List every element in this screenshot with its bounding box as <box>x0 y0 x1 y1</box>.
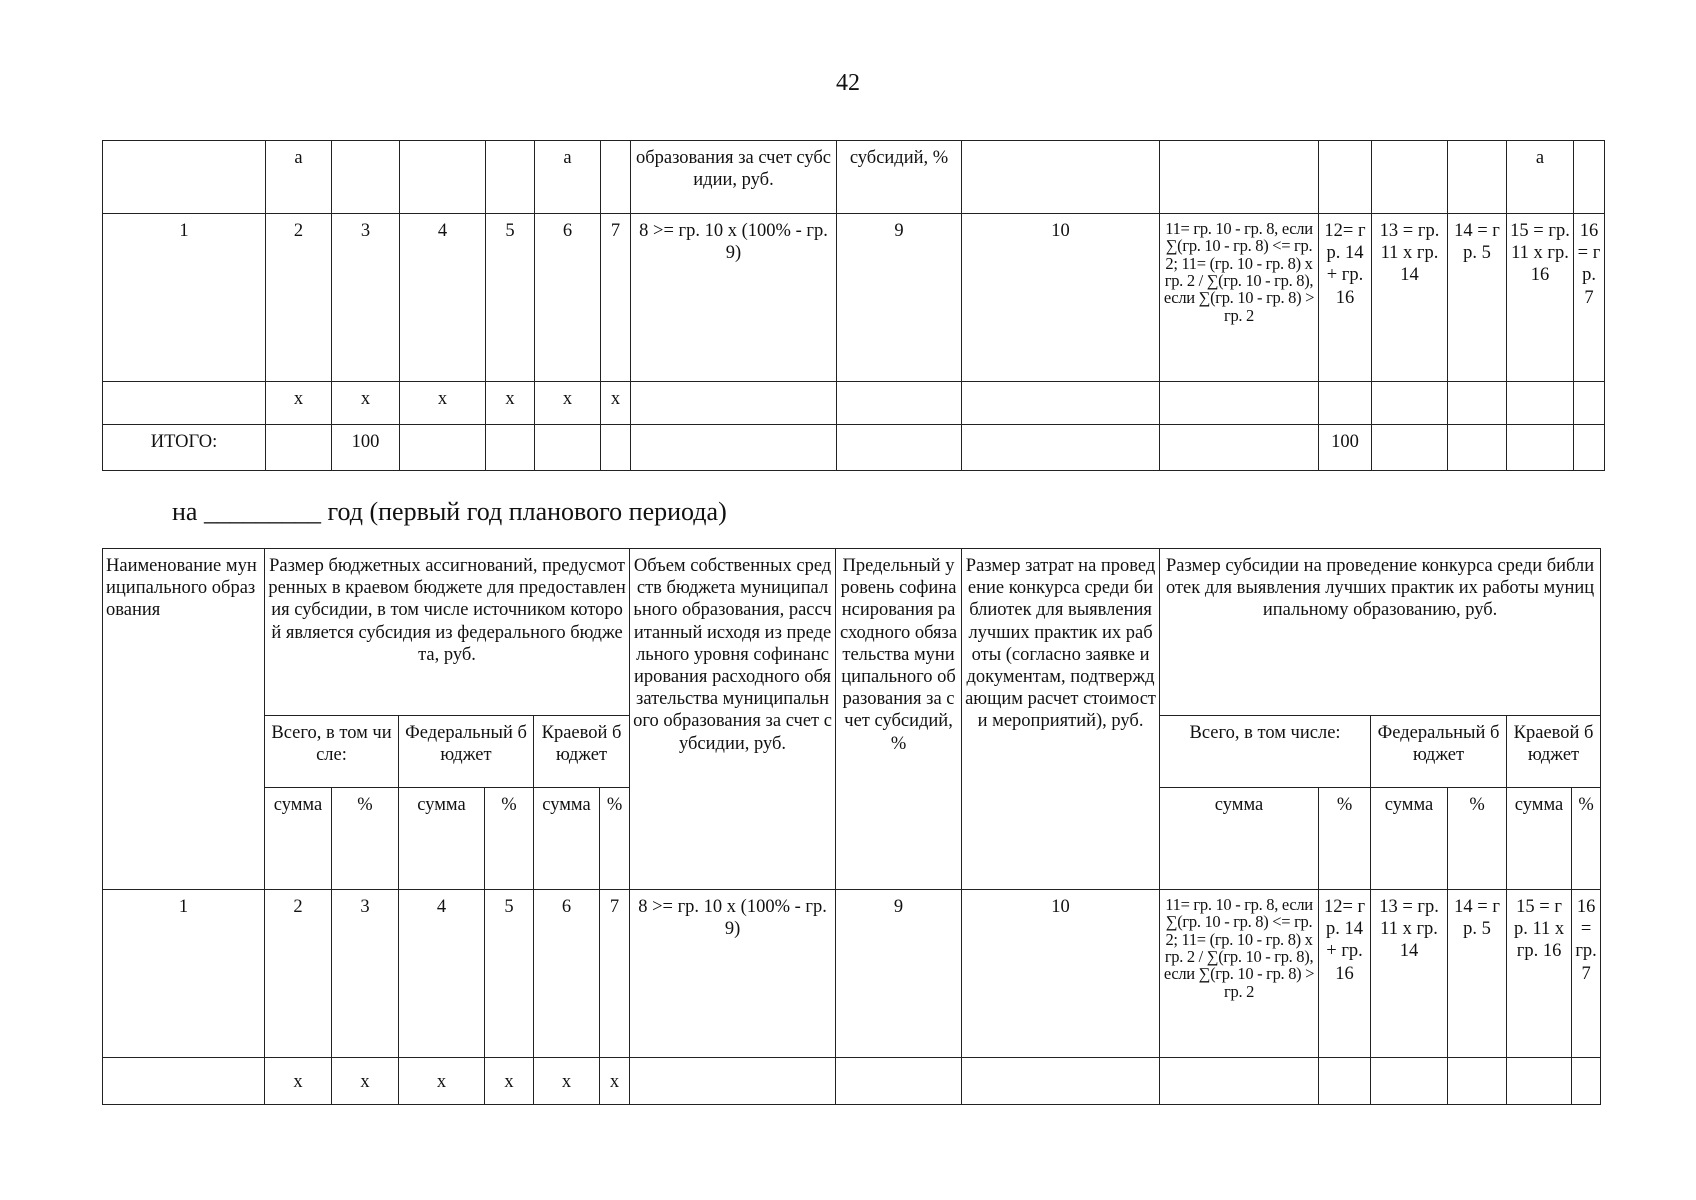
page-number: 42 <box>836 70 860 96</box>
column-numbers-row <box>103 890 1601 1058</box>
table-cell: x <box>332 382 400 425</box>
table-cell: 7 <box>600 890 630 1058</box>
table-cell: 9 <box>836 890 962 1058</box>
header-percent: % <box>485 788 534 890</box>
header-percent: % <box>600 788 630 890</box>
table-cell: x <box>485 1058 534 1105</box>
total-row <box>103 425 1605 471</box>
table-cell <box>103 1058 265 1105</box>
header-percent: % <box>1448 788 1507 890</box>
header-sum: сумма <box>1507 788 1572 890</box>
table-cell: 8 >= гр. 10 x (100% - гр. 9) <box>630 890 836 1058</box>
table-cell: x <box>601 382 631 425</box>
table-cell: x <box>332 1058 399 1105</box>
header-percent: % <box>1572 788 1601 890</box>
table-cell: 1 <box>103 214 266 382</box>
table-cell <box>1448 1058 1507 1105</box>
table-cell: 15 = гр. 11 x гр. 16 <box>1507 890 1572 1058</box>
header-contest-costs: Размер затрат на проведение конкурса среди библиотек для выявления лучших практик их работы (согласно заявке и документам, подтверждающим расчет стоимости мероприятий), руб. <box>962 549 1160 890</box>
table-cell: 6 <box>534 890 600 1058</box>
table-cell: 15 = гр. 11 x гр. 16 <box>1507 214 1574 382</box>
header-percent: % <box>332 788 399 890</box>
table-cell <box>1319 1058 1371 1105</box>
table-cell <box>332 141 400 214</box>
table-cell: x <box>535 382 601 425</box>
table-cell <box>400 425 486 471</box>
formula-cell: 11= гр. 10 - гр. 8, если ∑(гр. 10 - гр. 8) <= гр. 2; 11= (гр. 10 - гр. 8) x гр. 2 / ∑(гр. 10 - гр. 8), если ∑(гр. 10 - гр. 8) > гр. 2 <box>1160 890 1319 1058</box>
table-cell: 7 <box>601 214 631 382</box>
table-cell <box>535 425 601 471</box>
header-total: Всего, в том числе: <box>265 716 399 788</box>
table-cell: 8 >= гр. 10 x (100% - гр. 9) <box>631 214 837 382</box>
table-cell <box>1319 141 1372 214</box>
table-cell <box>1574 141 1605 214</box>
table-cell <box>486 425 535 471</box>
header-regional: Краевой бюджет <box>534 716 630 788</box>
section-heading: на _________ год (первый год планового периода) <box>172 497 727 526</box>
table-cell: а <box>266 141 332 214</box>
table-cell <box>1372 425 1448 471</box>
table-cell <box>1574 382 1605 425</box>
table-cell <box>837 382 962 425</box>
header-sum: сумма <box>1160 788 1319 890</box>
header-subsidy-size: Размер субсидии на проведение конкурса среди библиотек для выявления лучших практик их работы муниципальному образованию, руб. <box>1160 549 1601 716</box>
table-cell <box>962 1058 1160 1105</box>
table-cell: 2 <box>266 214 332 382</box>
table-cell <box>631 425 837 471</box>
table-cell: 13 = гр. 11 x гр. 14 <box>1372 214 1448 382</box>
formula-cell: 11= гр. 10 - гр. 8, если ∑(гр. 10 - гр. 8) <= гр. 2; 11= (гр. 10 - гр. 8) x гр. 2 / ∑(гр. 10 - гр. 8), если ∑(гр. 10 - гр. 8) > гр. 2 <box>1160 214 1319 382</box>
header-sum: сумма <box>399 788 485 890</box>
table-cell: 14 = гр. 5 <box>1448 890 1507 1058</box>
table-cell <box>1372 141 1448 214</box>
table-cell <box>1574 425 1605 471</box>
header-total: Всего, в том числе: <box>1160 716 1371 788</box>
table-row <box>103 382 1605 425</box>
table-cell: x <box>266 382 332 425</box>
table-cell <box>1448 382 1507 425</box>
table-cell: образования за счет субсидии, руб. <box>631 141 837 214</box>
header-municipality: Наименование муниципального образования <box>103 549 265 890</box>
table-cell: x <box>265 1058 332 1105</box>
table-cell: 100 <box>332 425 400 471</box>
table-cell <box>1448 425 1507 471</box>
header-cofinancing-limit: Предельный уровень софинансирования расходного обязательства муниципального образования за счет субсидий, % <box>836 549 962 890</box>
table-cell: а <box>535 141 601 214</box>
table-cell <box>630 1058 836 1105</box>
table-cell: а <box>1507 141 1574 214</box>
table-cell <box>1507 425 1574 471</box>
table-cell <box>962 382 1160 425</box>
table-cell <box>1160 141 1319 214</box>
table-row <box>103 1058 1601 1105</box>
table-cell <box>1372 382 1448 425</box>
table-cell: 100 <box>1319 425 1372 471</box>
table-cell: x <box>399 1058 485 1105</box>
table-cell: 6 <box>535 214 601 382</box>
table-cell: 3 <box>332 214 400 382</box>
table-cell: x <box>534 1058 600 1105</box>
table-cell <box>601 141 631 214</box>
table-cell <box>1160 1058 1319 1105</box>
table-cell <box>1507 1058 1572 1105</box>
table-cell: 13 = гр. 11 x гр. 14 <box>1371 890 1448 1058</box>
table-cell: 16 = гр. 7 <box>1572 890 1601 1058</box>
table-cell <box>266 425 332 471</box>
header-sum: сумма <box>1371 788 1448 890</box>
table-cell <box>837 425 962 471</box>
table-cell: 12= гр. 14 + гр. 16 <box>1319 214 1372 382</box>
table-cell: x <box>486 382 535 425</box>
table-cell: 4 <box>399 890 485 1058</box>
table-cell: 12= гр. 14 + гр. 16 <box>1319 890 1371 1058</box>
table-cell: 1 <box>103 890 265 1058</box>
table-cell <box>1319 382 1372 425</box>
table-cell: 3 <box>332 890 399 1058</box>
header-percent: % <box>1319 788 1371 890</box>
table-cell <box>1371 1058 1448 1105</box>
table-cell: 10 <box>962 214 1160 382</box>
table-cell: 16 = гр. 7 <box>1574 214 1605 382</box>
table-cell: 9 <box>837 214 962 382</box>
table-cell <box>1160 382 1319 425</box>
table-cell <box>1160 425 1319 471</box>
table-cell: 5 <box>486 214 535 382</box>
table-cell <box>103 141 266 214</box>
header-sum: сумма <box>534 788 600 890</box>
total-label: ИТОГО: <box>103 425 266 471</box>
header-regional: Краевой бюджет <box>1507 716 1601 788</box>
table-cell: 10 <box>962 890 1160 1058</box>
header-row <box>103 549 1601 716</box>
table-row <box>103 141 1605 214</box>
table-cell: x <box>400 382 486 425</box>
header-sum: сумма <box>265 788 332 890</box>
table-cell: x <box>600 1058 630 1105</box>
table-cell <box>836 1058 962 1105</box>
table-cell <box>1448 141 1507 214</box>
header-federal: Федеральный бюджет <box>1371 716 1507 788</box>
header-own-funds: Объем собственных средств бюджета муниципального образования, рассчитанный исходя из предельного уровня софинансирования расходного обязательства муниципального образования за счет субсидии, руб. <box>630 549 836 890</box>
table-cell: 4 <box>400 214 486 382</box>
table-cell <box>601 425 631 471</box>
header-federal: Федеральный бюджет <box>399 716 534 788</box>
column-numbers-row <box>103 214 1605 382</box>
table-cell: субсидий, % <box>837 141 962 214</box>
table-cell: 14 = гр. 5 <box>1448 214 1507 382</box>
header-budget-allocations: Размер бюджетных ассигнований, предусмотренных в краевом бюджете для предоставления субсидии, в том числе источником которой является субсидия из федерального бюджета, руб. <box>265 549 630 716</box>
table-cell <box>103 382 266 425</box>
table-cell: 5 <box>485 890 534 1058</box>
table-cell: 2 <box>265 890 332 1058</box>
table-cell <box>962 425 1160 471</box>
subsidy-table-planning-year <box>102 548 1601 1105</box>
subsidy-table-current-year <box>102 140 1605 471</box>
table-cell <box>962 141 1160 214</box>
table-cell <box>1507 382 1574 425</box>
table-cell <box>631 382 837 425</box>
table-cell <box>486 141 535 214</box>
table-cell <box>1572 1058 1601 1105</box>
table-cell <box>400 141 486 214</box>
